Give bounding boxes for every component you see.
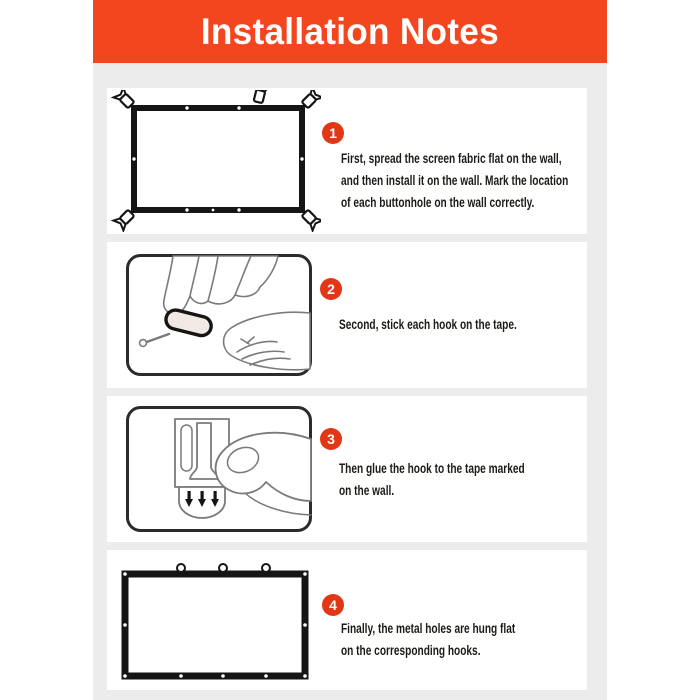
step-1-content (321, 88, 644, 234)
step-2-card (107, 242, 587, 388)
step-2-text (339, 314, 587, 336)
step-3-illustration (107, 396, 319, 542)
step-1-card (107, 88, 587, 234)
steps-panel (93, 63, 607, 700)
press-down-arrows (185, 491, 219, 507)
infographic-column (93, 0, 607, 700)
step-text-line: on the corresponding hooks. (341, 643, 481, 658)
step-text-line: on the wall. (339, 483, 395, 498)
step-number-badge: 1 (322, 122, 344, 144)
header (93, 0, 607, 63)
step-2-content (319, 242, 587, 388)
step-number-badge: 3 (320, 428, 342, 450)
step-4-content (321, 550, 587, 690)
step-text-line: First, spread the screen fabric flat on the wall, (341, 151, 562, 166)
step-4-illustration (107, 550, 321, 690)
stick-hook-icon (120, 253, 318, 377)
step-3-text (339, 458, 587, 502)
step-text-line: and then install it on the wall. Mark the location (341, 173, 569, 188)
page-title: Installation Notes (200, 10, 500, 52)
step-2-illustration (107, 242, 319, 388)
step-text-line: Then glue the hook to the tape marked (339, 461, 525, 476)
step-text-line: Finally, the metal holes are hung flat (341, 621, 516, 636)
screen-fabric-icon (109, 90, 321, 232)
step-number-badge: 4 (322, 594, 344, 616)
step-1-illustration (107, 88, 321, 234)
step-4-text (341, 618, 587, 662)
press-hook-icon (120, 405, 318, 533)
step-text-line: of each buttonhole on the wall correctly. (341, 195, 535, 210)
step-number-badge: 2 (320, 278, 342, 300)
step-3-content (319, 396, 587, 542)
step-text-line: Second, stick each hook on the tape. (339, 317, 517, 332)
top-hook-icon (251, 90, 269, 104)
step-3-card (107, 396, 587, 542)
hung-screen-icon (109, 554, 321, 686)
step-4-card (107, 550, 587, 690)
step-1-text (341, 148, 644, 214)
